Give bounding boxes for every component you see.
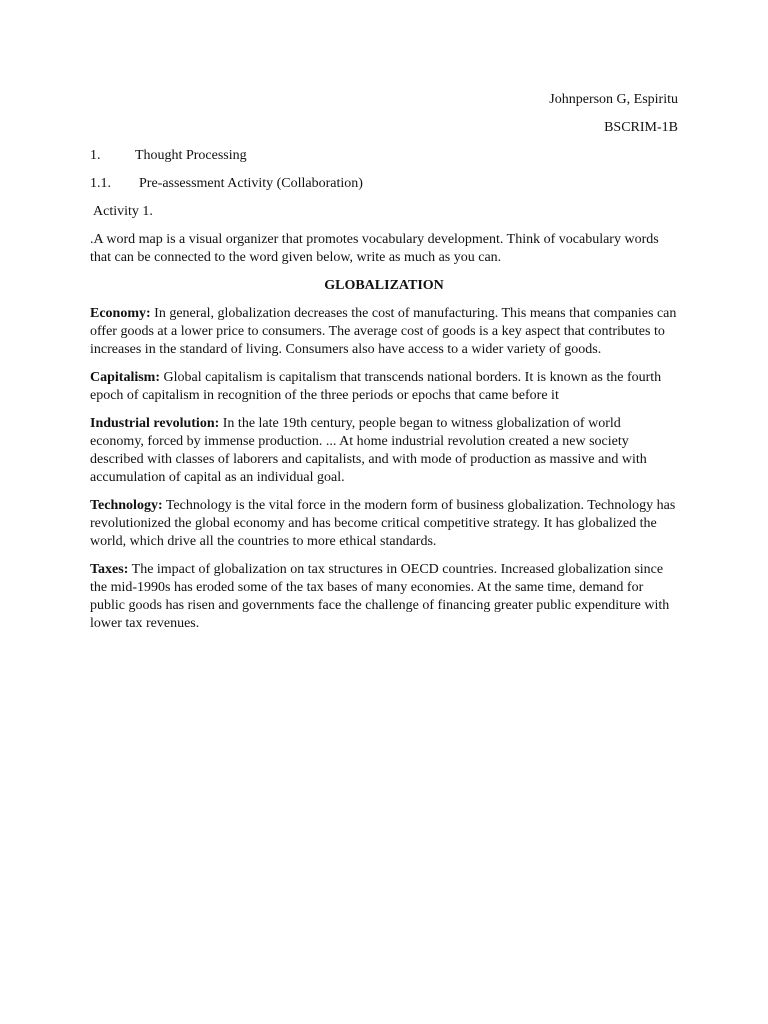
- author-section: BSCRIM-1B: [604, 120, 678, 135]
- document-page: [90, 91, 678, 643]
- instructions-paragraph: .A word map is a visual organizer that promotes vocabulary development. Think of vocabulary words that can be connected to the word given below, write as much as you can.: [90, 232, 659, 265]
- outline-item-1-1-text: Pre-assessment Activity (Collaboration): [139, 176, 363, 191]
- outline-item-1-1: [90, 175, 678, 193]
- outline-item-1-1-number: 1.1.: [90, 176, 111, 191]
- entry-text: Global capitalism is capitalism that transcends national borders. It is known as the fourth epoch of capitalism in recognition of the three periods or epochs that came before it: [90, 370, 662, 403]
- entry-economy: [90, 305, 678, 359]
- activity-label: Activity 1.: [93, 204, 153, 219]
- document-title: GLOBALIZATION: [324, 278, 444, 293]
- author-name: Johnperson G, Espiritu: [549, 92, 678, 107]
- entry-term: Capitalism:: [90, 370, 160, 385]
- entry-capitalism: [90, 369, 678, 405]
- entry-term: Economy:: [90, 306, 151, 321]
- entry-taxes: [90, 561, 678, 633]
- entry-technology: [90, 497, 678, 551]
- outline-item-1-text: Thought Processing: [135, 148, 247, 163]
- entry-text: The impact of globalization on tax structures in OECD countries. Increased globalization since the mid-1990s has eroded some of the tax bases of many economies. At the same time, demand for public goods has risen and governments face the challenge of financing greater public expenditure with lower tax revenues.: [90, 562, 670, 631]
- entry-term: Technology:: [90, 498, 163, 513]
- entry-text: Technology is the vital force in the modern form of business globalization. Technology has revolutionized the global economy and has become critical competitive strategy. It has globalized the world, which drive all the countries to more ethical standards.: [90, 498, 676, 549]
- entry-industrial-revolution: [90, 415, 678, 487]
- entry-text: In general, globalization decreases the cost of manufacturing. This means that companies can offer goods at a lower price to consumers. The average cost of goods is a key aspect that contributes to increases in the standard of living. Consumers also have access to a wider variety of goods.: [90, 306, 677, 357]
- outline-item-1-number: 1.: [90, 148, 101, 163]
- entry-term: Industrial revolution:: [90, 416, 220, 431]
- outline-item-1: [90, 147, 678, 165]
- entry-text: In the late 19th century, people began to witness globalization of world economy, forced by immense production. ... At home industrial revolution created a new society described with classes of laborers and capitalists, and with mode of production as massive and with accumulation of capital as an individual goal.: [90, 416, 647, 485]
- entry-term: Taxes:: [90, 562, 129, 577]
